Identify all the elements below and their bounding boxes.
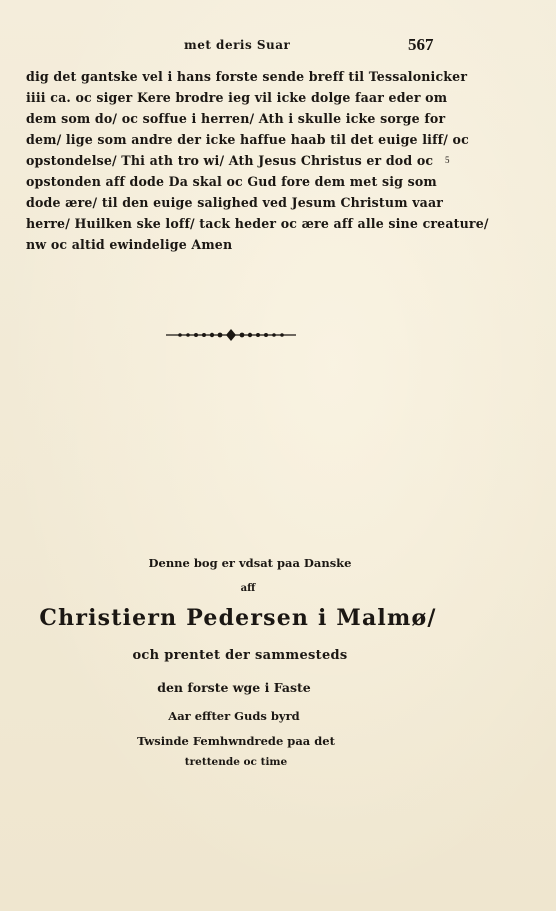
page-number: 567 <box>408 35 434 54</box>
colophon-line: trettende oc time <box>184 756 288 768</box>
body-text <box>26 66 489 255</box>
line-number-marker: 5 <box>445 155 450 165</box>
body-line: dode ære/ til den euige salighed ved Jesum Christum vaar <box>26 195 444 210</box>
colophon-line: och prentet der sammesteds <box>132 648 348 663</box>
body-line: opstonden aff dode Da skal oc Gud fore dem met sig som <box>26 174 437 189</box>
colophon-line: Aar effter Guds byrd <box>168 709 300 723</box>
body-line: dem/ lige som andre der icke haffue haab til det euige liff/ oc <box>26 132 469 147</box>
body-line: dig det gantske vel i hans forste sende breff til Tessalonicker <box>26 69 468 84</box>
body-line: herre/ Huilken ske loff/ tack heder oc ære aff alle sine creature/ <box>26 216 489 231</box>
body-line: nw oc altid ewindelige Amen <box>26 237 233 252</box>
colophon-line: Denne bog er vdsat paa Danske <box>148 556 352 570</box>
body-line: dem som do/ oc soffue i herren/ Ath i skulle icke sorge for <box>26 111 446 126</box>
body-line: opstondelse/ Thi ath tro wi/ Ath Jesus Christus er dod oc <box>26 153 434 168</box>
running-header: met deris Suar <box>184 38 291 52</box>
body-line: iiii ca. oc siger Kere brodre ieg vil icke dolge faar eder om <box>26 90 448 105</box>
ornament-icon <box>166 327 296 343</box>
colophon-line: aff <box>240 583 256 594</box>
ornamental-rule <box>166 327 296 343</box>
colophon-line: Twsinde Femhwndrede paa det <box>137 734 335 748</box>
colophon-line: den forste wge i Faste <box>157 680 311 695</box>
colophon-author: Christiern Pedersen i Malmø/ <box>39 605 437 631</box>
